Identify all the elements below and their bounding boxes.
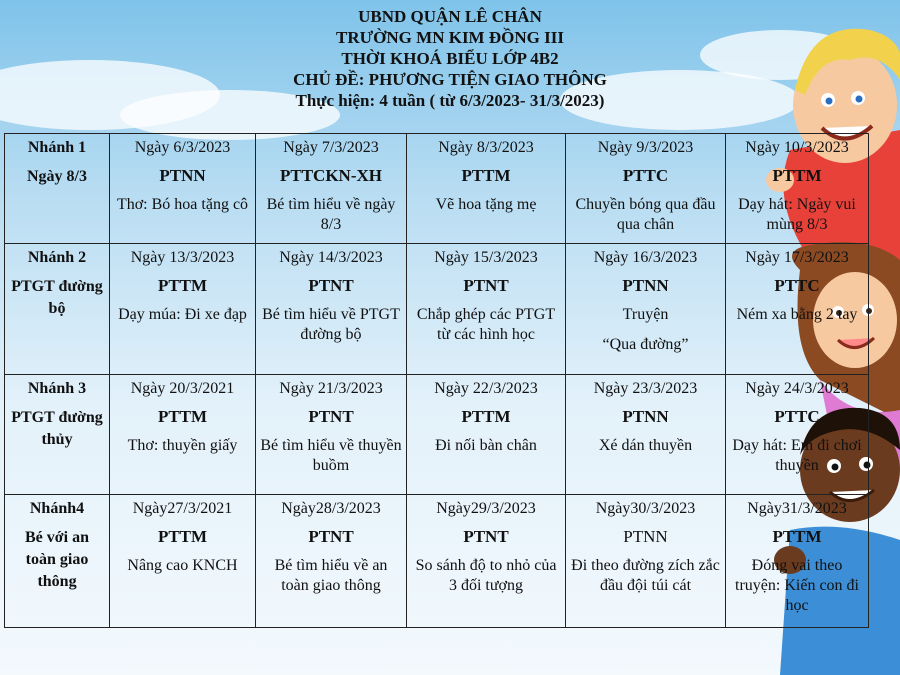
schedule-cell <box>726 244 869 375</box>
branch-cell <box>5 244 110 375</box>
cell-subject: PTTM <box>157 407 208 426</box>
school-name: TRƯỜNG MN KIM ĐỒNG III <box>336 28 564 47</box>
schedule-cell <box>110 134 256 244</box>
cell-subject: PTTM <box>461 407 511 426</box>
cell-date: Ngày 15/3/2023 <box>434 249 538 266</box>
cell-activity: Truyện <box>622 306 669 323</box>
district-title: UBND QUẬN LÊ CHÂN <box>358 7 542 26</box>
cell-date: Ngày27/3/2021 <box>132 500 233 517</box>
cell-subject: PTTC <box>774 276 820 295</box>
schedule-cell <box>726 134 869 244</box>
cell-date: Ngày 6/3/2023 <box>134 139 231 156</box>
cell-date: Ngày28/3/2023 <box>281 500 381 517</box>
schedule-cell <box>407 134 566 244</box>
cell-subject: PTNT <box>463 276 509 295</box>
cell-subject: PTTC <box>622 166 669 185</box>
schedule-cell <box>256 134 407 244</box>
schedule-cell <box>566 134 726 244</box>
cell-subject: PTNT <box>308 527 354 546</box>
schedule-title: THỜI KHOÁ BIỂU LỚP 4B2 <box>341 49 559 68</box>
cell-date: Ngày 9/3/2023 <box>597 139 694 156</box>
cell-date: Ngày 22/3/2023 <box>434 380 538 397</box>
cell-subject: PTTCKN-XH <box>280 166 382 185</box>
cell-subject: PTNN <box>623 527 668 546</box>
schedule-cell <box>566 244 726 375</box>
table-row <box>5 375 869 495</box>
cell-activity: Bé tìm hiểu về an toàn giao thông <box>274 557 388 594</box>
branch-cell <box>5 495 110 628</box>
branch-topic: PTGT đường thủy <box>11 409 103 448</box>
cell-activity: Vẽ hoa tặng mẹ <box>435 196 537 213</box>
cell-activity: Thơ: thuyền giấy <box>127 437 238 454</box>
table-row <box>5 134 869 244</box>
cell-subject: PTNN <box>622 407 669 426</box>
cell-activity: Bé tìm hiểu về PTGT đường bộ <box>262 306 400 343</box>
table-row <box>5 244 869 375</box>
cell-subject: PTNN <box>159 166 206 185</box>
branch-topic: PTGT đường bộ <box>11 278 103 317</box>
cell-date: Ngày31/3/2023 <box>747 500 847 517</box>
cell-date: Ngày 7/3/2023 <box>283 139 379 156</box>
cell-activity: Chuyền bóng qua đầu qua chân <box>575 196 716 233</box>
schedule-cell <box>726 495 869 628</box>
cell-subject: PTNT <box>308 276 354 295</box>
schedule-cell <box>256 244 407 375</box>
theme-title: CHỦ ĐỀ: PHƯƠNG TIỆN GIAO THÔNG <box>293 70 607 89</box>
schedule-cell <box>407 375 566 495</box>
schedule-table <box>4 133 869 628</box>
branch-name: Nhánh 1 <box>27 139 87 156</box>
cell-activity: Đi nối bàn chân <box>435 437 537 454</box>
cell-activity: Đi theo đường zích zắc đầu đội túi cát <box>571 557 720 594</box>
schedule-cell <box>110 375 256 495</box>
cell-activity: Chắp ghép các PTGT từ các hình học <box>416 306 556 343</box>
cell-subject: PTTM <box>157 527 208 546</box>
cell-subject: PTNN <box>622 276 669 295</box>
cell-activity: Xé dán thuyền <box>598 437 693 454</box>
cell-subject: PTTM <box>772 527 822 546</box>
schedule-cell <box>110 495 256 628</box>
cell-subject: PTTM <box>157 276 208 295</box>
schedule-cell <box>407 244 566 375</box>
cell-date: Ngày29/3/2023 <box>436 500 536 517</box>
cell-date: Ngày 20/3/2021 <box>130 380 235 397</box>
cell-activity: Đóng vai theo truyện: Kiến con đi học <box>735 557 859 614</box>
cell-date: Ngày 16/3/2023 <box>593 249 698 266</box>
cell-activity: Ném xa bằng 2 tay <box>736 306 858 323</box>
cell-date: Ngày 10/3/2023 <box>745 139 849 156</box>
cell-date: Ngày 14/3/2023 <box>279 249 383 266</box>
schedule-cell <box>110 244 256 375</box>
cell-date: Ngày 24/3/2023 <box>745 380 849 397</box>
schedule-cell <box>256 375 407 495</box>
cell-subject: PTTM <box>772 166 822 185</box>
branch-topic: Bé với an toàn giao thông <box>25 529 89 590</box>
cell-activity: Bé tìm hiểu về thuyền buồm <box>260 437 402 474</box>
cell-activity: Dạy hát: Em đi chơi thuyền <box>732 437 862 474</box>
cell-subject: PTNT <box>463 527 509 546</box>
table-row <box>5 495 869 628</box>
cell-date: Ngày 8/3/2023 <box>438 139 534 156</box>
schedule-cell <box>256 495 407 628</box>
cell-activity: Dạy hát: Ngày vui mùng 8/3 <box>738 196 856 233</box>
cell-activity: Nâng cao KNCH <box>127 557 238 574</box>
branch-cell <box>5 375 110 495</box>
schedule-header <box>0 6 900 111</box>
cell-activity: Thơ: Bó hoa tặng cô <box>116 196 249 213</box>
cell-activity: Bé tìm hiểu về ngày 8/3 <box>266 196 396 233</box>
cell-date: Ngày30/3/2023 <box>595 500 696 517</box>
duration-text: Thực hiện: 4 tuần ( từ 6/3/2023- 31/3/2023) <box>295 91 605 110</box>
branch-name: Nhánh 3 <box>27 380 87 397</box>
cell-date: Ngày 21/3/2023 <box>279 380 383 397</box>
schedule-cell <box>566 495 726 628</box>
branch-name: Nhánh4 <box>29 500 85 517</box>
branch-cell <box>5 134 110 244</box>
cell-subject: PTTM <box>461 166 511 185</box>
schedule-cell <box>726 375 869 495</box>
cell-subject: PTNT <box>308 407 354 426</box>
cell-date: Ngày 13/3/2023 <box>130 249 235 266</box>
branch-name: Nhánh 2 <box>27 249 87 266</box>
cell-activity: So sánh độ to nhỏ của 3 đối tượng <box>415 557 557 594</box>
schedule-cell <box>407 495 566 628</box>
schedule-cell <box>566 375 726 495</box>
cell-subject: PTTC <box>774 407 820 426</box>
cell-activity: Dạy múa: Đi xe đạp <box>118 306 247 323</box>
branch-topic: Ngày 8/3 <box>27 168 87 185</box>
cell-date: Ngày 17/3/2023 <box>745 249 849 266</box>
cell-date: Ngày 23/3/2023 <box>593 380 698 397</box>
cell-activity-title: “Qua đường” <box>602 336 689 353</box>
